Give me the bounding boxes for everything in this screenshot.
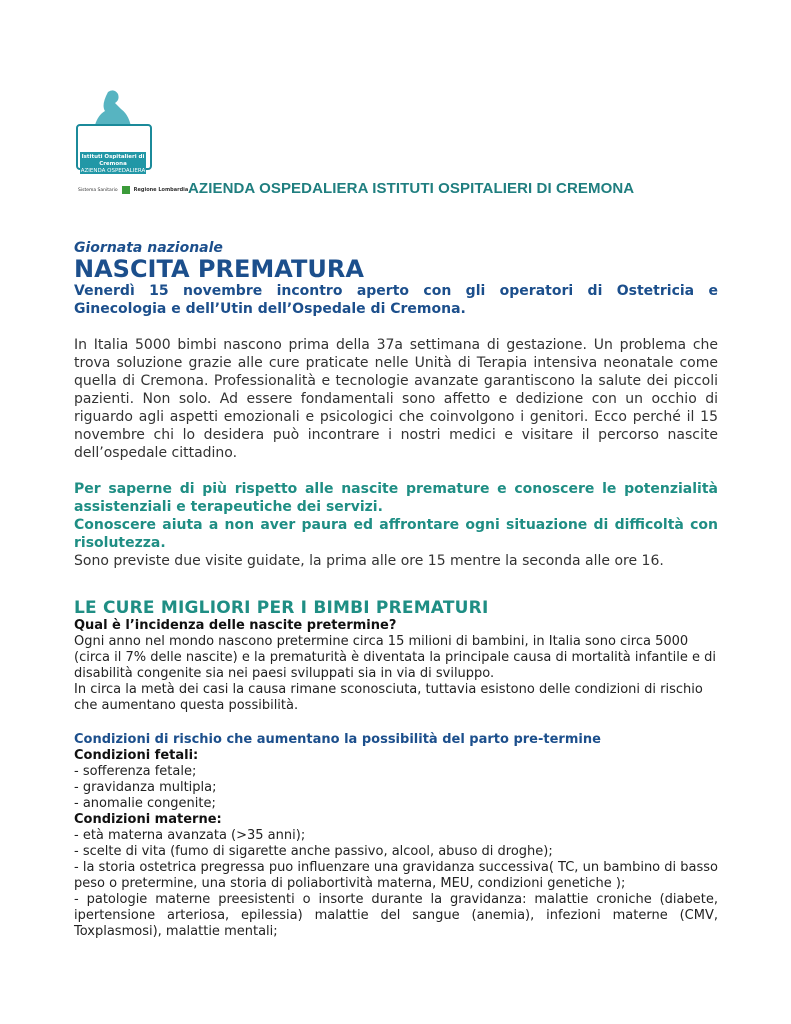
incidence-paragraph-2: In circa la metà dei casi la causa rimane sconosciuta, tuttavia esistono delle condizioni di rischio che aumentano questa possibilità. [74, 682, 703, 713]
list-item: - età materna avanzata (>35 anni); [74, 828, 306, 843]
region-badge [78, 186, 188, 194]
fetal-heading: Condizioni fetali: [74, 748, 199, 763]
highlight-1: Per saperne di più rispetto alle nascite premature e conoscere le potenzialità assistenziali e terapeutiche dei servizi. [74, 481, 718, 515]
logo-line1: Istituti Ospitalieri di Cremona [81, 154, 145, 167]
list-item: - patologie materne preesistenti o insorte durante la gravidanza: malattie croniche (diabete, ipertensione arteriosa, epilessia) malattie del sangue (anemia), infezioni materne (CMV, Toxplasmosi), malattie mentali; [74, 892, 718, 939]
article-lead: In Italia 5000 bimbi nascono prima della 37a settimana di gestazione. Un problema che trova soluzione grazie alle cure praticate nelle Unità di Terapia intensiva neonatale come quella di Cremona. Professionalità e tecnologie avanzate garantiscono la salute dei piccoli pazienti. Non solo. Ad essere fondamentali sono affetto e dedizione con un occhio di riguardo agli aspetti emozionali e psicologici che coinvolgono i genitori. Ecco perché il 15 novembre chi lo desidera può incontrare i nostri medici e visitare il percorso nascite dell’ospedale cittadino. [74, 337, 718, 461]
list-item: - gravidanza multipla; [74, 780, 217, 795]
article-kicker: Giornata nazionale [74, 240, 223, 256]
agency-title: AZIENDA OSPEDALIERA ISTITUTI OSPITALIERI DI CREMONA [188, 180, 635, 197]
article-subtitle: Venerdì 15 novembre incontro aperto con gli operatori di Ostetricia e Ginecologia e dell’Utin dell’Ospedale di Cremona. [74, 283, 718, 317]
article-title: NASCITA PREMATURA [74, 255, 364, 283]
logo-label [80, 152, 146, 174]
list-item: - scelte di vita (fumo di sigarette anche passivo, alcool, abuso di droghe); [74, 844, 553, 859]
logo-line2: AZIENDA OSPEDALIERA [80, 168, 146, 174]
incidence-paragraph-1: Ogni anno nel mondo nascono pretermine circa 15 milioni di bambini, in Italia sono circa 5000 (circa il 7% delle nascite) e la prematurità è diventata la principale causa di mortalità infantile e di disabilità congenite sia nei paesi sviluppati sia in via di sviluppo. [74, 634, 716, 681]
list-item: - anomalie congenite; [74, 796, 216, 811]
region-name: Regione Lombardia [133, 186, 189, 193]
section-heading: LE CURE MIGLIORI PER I BIMBI PREMATURI [74, 598, 489, 618]
risk-heading: Condizioni di rischio che aumentano la possibilità del parto pre-termine [74, 732, 601, 747]
hospital-logo [76, 88, 150, 183]
list-item: - sofferenza fetale; [74, 764, 197, 779]
lombardia-icon [122, 186, 130, 194]
system-text: Sistema Sanitario [78, 187, 118, 193]
list-item: - la storia ostetrica pregressa puo influenzare una gravidanza successiva( TC, un bambino di basso peso o pretermine, una storia di poliabortività materna, MEU, condizioni genetiche ); [74, 860, 718, 891]
visits-info: Sono previste due visite guidate, la prima alle ore 15 mentre la seconda alle ore 16. [74, 553, 664, 569]
article-body [74, 240, 718, 940]
maternal-heading: Condizioni materne: [74, 812, 222, 827]
incidence-question: Qual è l’incidenza delle nascite pretermine? [74, 618, 397, 633]
highlight-2: Conoscere aiuta a non aver paura ed affrontare ogni situazione di difficoltà con risolutezza. [74, 517, 718, 551]
